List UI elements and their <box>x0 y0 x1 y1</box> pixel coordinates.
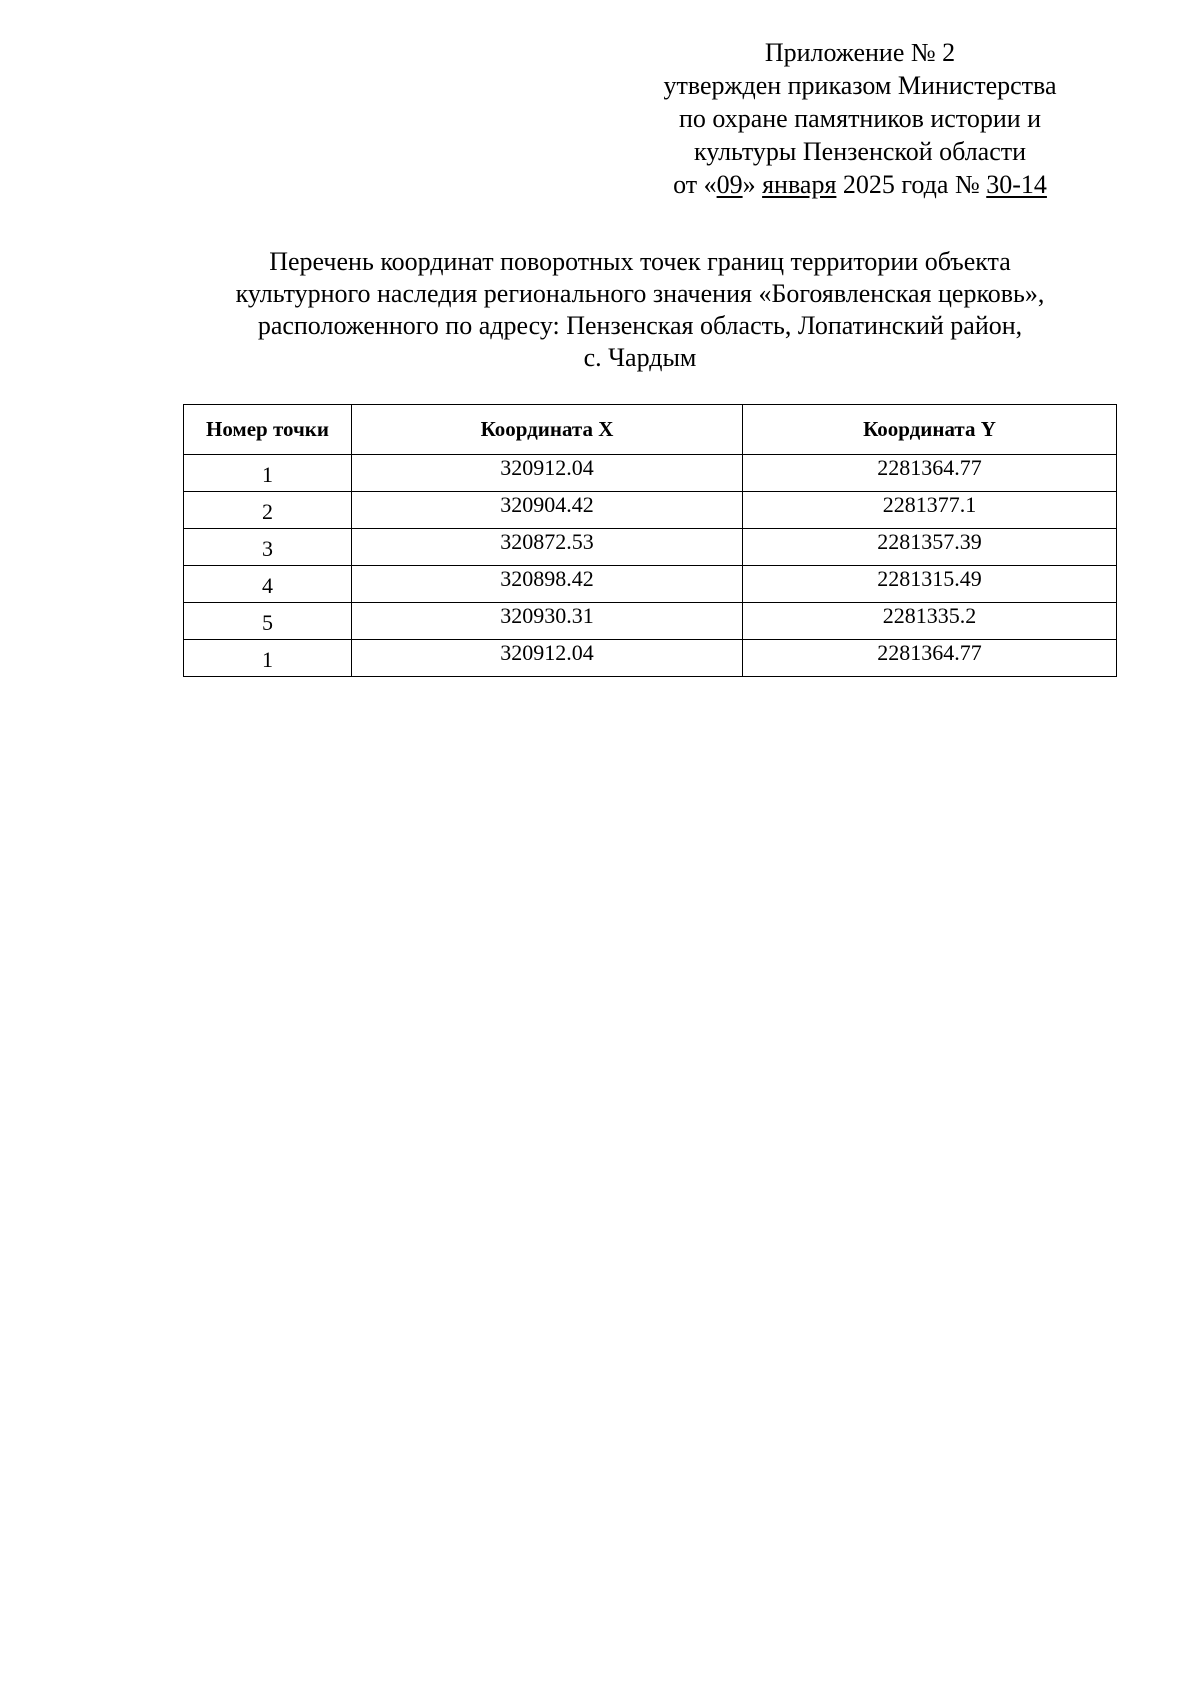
title-line-2: культурного наследия регионального значения «Богоявленская церковь», <box>235 279 1045 308</box>
point-number: 1 <box>184 455 352 492</box>
approval-line-4: культуры Пензенской области <box>693 137 1027 166</box>
table-row <box>184 455 1117 492</box>
document-title <box>140 246 1140 374</box>
coordinate-y: 2281364.77 <box>743 640 1117 677</box>
date-month: января <box>762 170 837 199</box>
point-number: 4 <box>184 566 352 603</box>
coordinate-x: 320930.31 <box>352 603 743 640</box>
coordinate-y: 2281364.77 <box>743 455 1117 492</box>
order-number: 30-14 <box>986 170 1047 199</box>
header-coordinate-x: Координата X <box>352 405 743 455</box>
date-prefix: от « <box>673 170 717 199</box>
table-row <box>184 492 1117 529</box>
coordinate-x: 320898.42 <box>352 566 743 603</box>
point-number: 3 <box>184 529 352 566</box>
coordinates-table <box>183 404 1117 677</box>
table-header-row <box>184 405 1117 455</box>
header-coordinate-y: Координата Y <box>743 405 1117 455</box>
date-year: 2025 года № <box>836 170 987 199</box>
title-line-4: с. Чардым <box>583 343 697 372</box>
header-point-number: Номер точки <box>184 405 352 455</box>
table-row <box>184 566 1117 603</box>
table-row <box>184 529 1117 566</box>
coordinate-x: 320904.42 <box>352 492 743 529</box>
approval-line-3: по охране памятников истории и <box>678 104 1042 133</box>
title-line-1: Перечень координат поворотных точек границ территории объекта <box>269 247 1011 276</box>
approval-block <box>620 36 1100 201</box>
date-day: 09 <box>716 170 743 199</box>
coordinate-x: 320912.04 <box>352 640 743 677</box>
date-mid: » <box>742 170 763 199</box>
approval-date-line <box>620 168 1100 201</box>
coordinate-x: 320912.04 <box>352 455 743 492</box>
coordinate-y: 2281377.1 <box>743 492 1117 529</box>
point-number: 2 <box>184 492 352 529</box>
appendix-number: Приложение № 2 <box>764 38 956 67</box>
point-number: 5 <box>184 603 352 640</box>
title-line-3: расположенного по адресу: Пензенская область, Лопатинский район, <box>257 311 1023 340</box>
point-number: 1 <box>184 640 352 677</box>
coordinate-y: 2281315.49 <box>743 566 1117 603</box>
table-row <box>184 603 1117 640</box>
approval-line-2: утвержден приказом Министерства <box>663 71 1057 100</box>
coordinate-x: 320872.53 <box>352 529 743 566</box>
coordinate-y: 2281357.39 <box>743 529 1117 566</box>
table-row <box>184 640 1117 677</box>
coordinate-y: 2281335.2 <box>743 603 1117 640</box>
